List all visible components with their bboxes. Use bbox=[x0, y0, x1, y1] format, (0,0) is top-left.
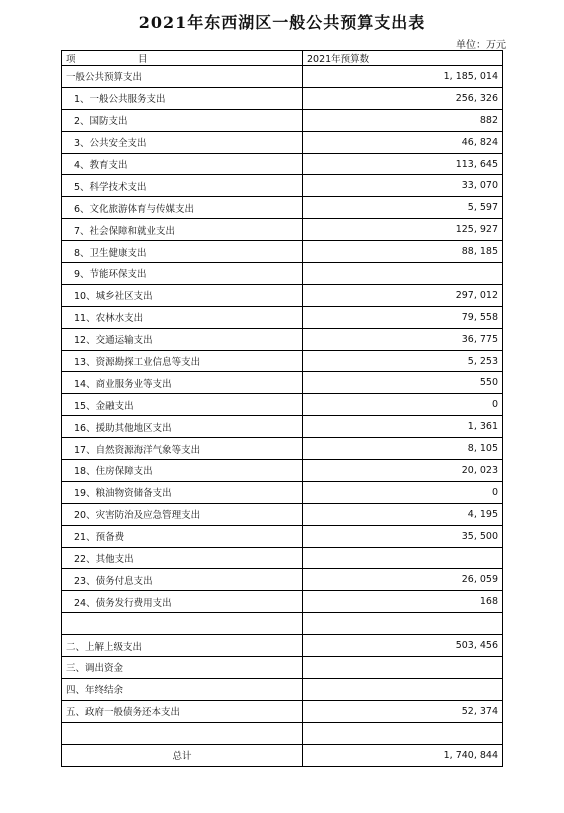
row-value: 297, 012 bbox=[303, 284, 503, 306]
table-row bbox=[62, 306, 503, 328]
page-title: 2021年东西湖区一般公共预算支出表 bbox=[138, 13, 426, 32]
row-name: 6、文化旅游体育与传媒支出 bbox=[62, 197, 303, 219]
row-name: 17、自然资源海洋气象等支出 bbox=[62, 438, 303, 460]
table-row bbox=[62, 350, 503, 372]
row-name: 1、一般公共服务支出 bbox=[62, 87, 303, 109]
budget-table bbox=[61, 50, 503, 767]
table-row bbox=[62, 569, 503, 591]
table-row bbox=[62, 700, 503, 722]
row-name: 21、预备费 bbox=[62, 525, 303, 547]
table-row bbox=[62, 153, 503, 175]
row-name: 12、交通运输支出 bbox=[62, 328, 303, 350]
row-name: 14、商业服务业等支出 bbox=[62, 372, 303, 394]
row-value: 46, 824 bbox=[303, 131, 503, 153]
row-name: 13、资源勘探工业信息等支出 bbox=[62, 350, 303, 372]
table-row bbox=[62, 372, 503, 394]
row-value bbox=[303, 547, 503, 569]
row-value: 4, 195 bbox=[303, 503, 503, 525]
table-header-row bbox=[62, 51, 503, 66]
row-value bbox=[303, 722, 503, 744]
row-name: 7、社会保障和就业支出 bbox=[62, 219, 303, 241]
row-value: 26, 059 bbox=[303, 569, 503, 591]
header-item-part-a: 项 bbox=[66, 54, 76, 65]
table-row bbox=[62, 657, 503, 679]
table-row bbox=[62, 394, 503, 416]
row-value: 20, 023 bbox=[303, 460, 503, 482]
row-name: 五、政府一般债务还本支出 bbox=[62, 700, 303, 722]
table-row bbox=[62, 722, 503, 744]
row-name: 15、金融支出 bbox=[62, 394, 303, 416]
row-name: 2、国防支出 bbox=[62, 109, 303, 131]
header-budget: 2021年预算数 bbox=[303, 51, 503, 66]
row-value: 0 bbox=[303, 394, 503, 416]
row-name: 23、债务付息支出 bbox=[62, 569, 303, 591]
row-name: 11、农林水支出 bbox=[62, 306, 303, 328]
table-row bbox=[62, 284, 503, 306]
row-name: 22、其他支出 bbox=[62, 547, 303, 569]
table-row bbox=[62, 547, 503, 569]
unit-label: 单位：万元 bbox=[456, 40, 506, 51]
row-value: 36, 775 bbox=[303, 328, 503, 350]
table-row bbox=[62, 635, 503, 657]
table-row bbox=[62, 503, 503, 525]
row-value: 1, 185, 014 bbox=[303, 66, 503, 88]
table-row bbox=[62, 678, 503, 700]
header-item bbox=[62, 51, 303, 66]
table-row bbox=[62, 66, 503, 88]
row-value: 168 bbox=[303, 591, 503, 613]
table-row bbox=[62, 481, 503, 503]
table-row bbox=[62, 591, 503, 613]
table-row bbox=[62, 131, 503, 153]
header-item-part-b: 目 bbox=[138, 54, 148, 65]
table-row bbox=[62, 241, 503, 263]
table-row bbox=[62, 109, 503, 131]
row-name: 4、教育支出 bbox=[62, 153, 303, 175]
row-value: 1, 361 bbox=[303, 416, 503, 438]
row-value: 256, 326 bbox=[303, 87, 503, 109]
row-name: 二、上解上级支出 bbox=[62, 635, 303, 657]
row-value: 882 bbox=[303, 109, 503, 131]
row-value: 88, 185 bbox=[303, 241, 503, 263]
row-name bbox=[62, 722, 303, 744]
row-value: 550 bbox=[303, 372, 503, 394]
row-name: 3、公共安全支出 bbox=[62, 131, 303, 153]
row-value: 52, 374 bbox=[303, 700, 503, 722]
table-row bbox=[62, 219, 503, 241]
table-row bbox=[62, 263, 503, 285]
row-value: 79, 558 bbox=[303, 306, 503, 328]
row-name: 三、调出资金 bbox=[62, 657, 303, 679]
row-value: 503, 456 bbox=[303, 635, 503, 657]
row-value: 35, 500 bbox=[303, 525, 503, 547]
row-value: 125, 927 bbox=[303, 219, 503, 241]
row-name: 10、城乡社区支出 bbox=[62, 284, 303, 306]
row-name: 5、科学技术支出 bbox=[62, 175, 303, 197]
row-value: 8, 105 bbox=[303, 438, 503, 460]
row-name: 18、住房保障支出 bbox=[62, 460, 303, 482]
table-row bbox=[62, 87, 503, 109]
table-row bbox=[62, 197, 503, 219]
row-value bbox=[303, 657, 503, 679]
row-value: 33, 070 bbox=[303, 175, 503, 197]
table-row bbox=[62, 416, 503, 438]
row-value bbox=[303, 678, 503, 700]
row-value bbox=[303, 613, 503, 635]
table-row bbox=[62, 328, 503, 350]
table-row bbox=[62, 613, 503, 635]
row-name: 8、卫生健康支出 bbox=[62, 241, 303, 263]
row-value bbox=[303, 263, 503, 285]
total-value: 1, 740, 844 bbox=[303, 744, 503, 766]
row-value: 5, 597 bbox=[303, 197, 503, 219]
row-value: 113, 645 bbox=[303, 153, 503, 175]
row-name: 16、援助其他地区支出 bbox=[62, 416, 303, 438]
table-row bbox=[62, 525, 503, 547]
row-name: 19、粮油物资储备支出 bbox=[62, 481, 303, 503]
row-name: 20、灾害防治及应急管理支出 bbox=[62, 503, 303, 525]
table-row bbox=[62, 175, 503, 197]
row-name: 四、年终结余 bbox=[62, 678, 303, 700]
row-name: 24、债务发行费用支出 bbox=[62, 591, 303, 613]
row-value: 5, 253 bbox=[303, 350, 503, 372]
table-row bbox=[62, 438, 503, 460]
row-name bbox=[62, 613, 303, 635]
table-row bbox=[62, 460, 503, 482]
table-body bbox=[62, 66, 503, 767]
row-name: 9、节能环保支出 bbox=[62, 263, 303, 285]
total-label: 总计 bbox=[62, 744, 303, 766]
total-row bbox=[62, 744, 503, 766]
row-name: 一般公共预算支出 bbox=[62, 66, 303, 88]
row-value: 0 bbox=[303, 481, 503, 503]
